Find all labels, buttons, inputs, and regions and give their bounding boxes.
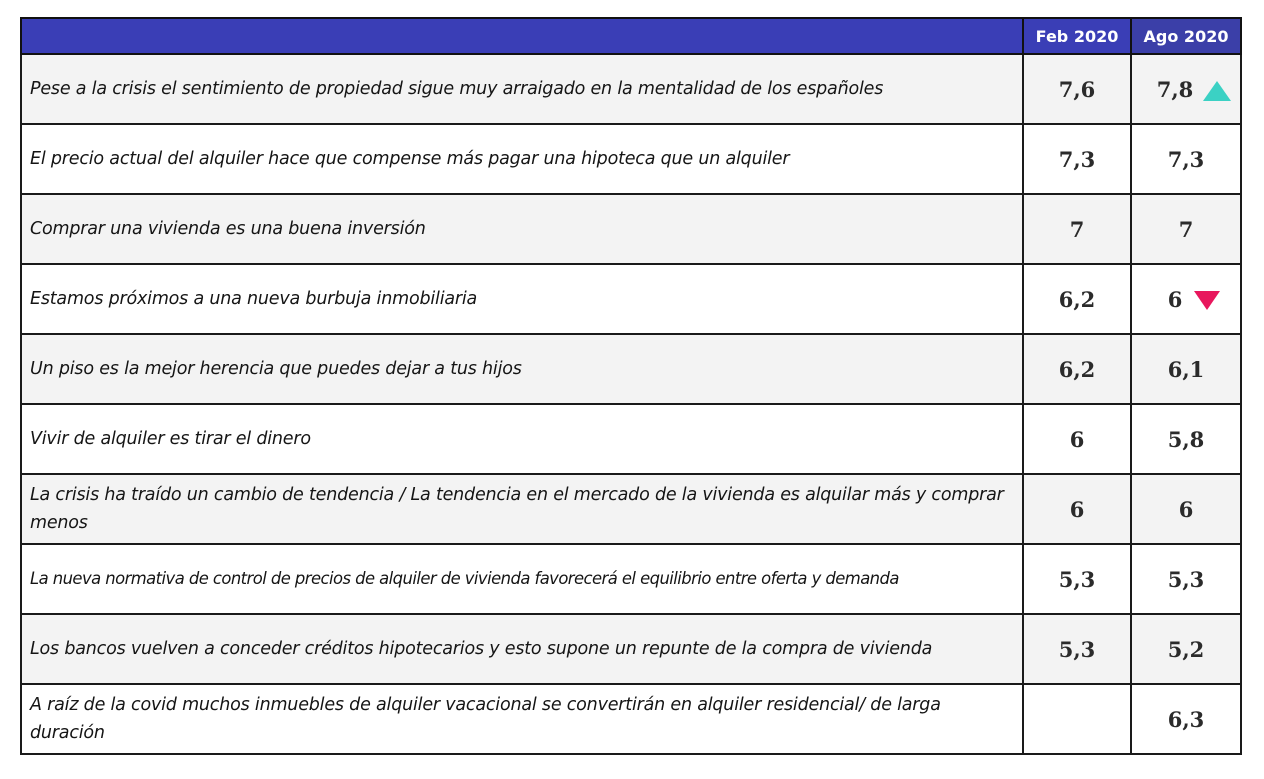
table-row	[21, 54, 1241, 124]
ago-2020-value-wrap	[1168, 567, 1205, 592]
ago-2020-value	[1131, 194, 1241, 264]
feb-2020-value-text: 6	[1069, 496, 1085, 522]
ago-2020-value-wrap	[1168, 637, 1205, 662]
feb-2020-value	[1023, 614, 1131, 684]
statement-cell: La crisis ha traído un cambio de tendencia / La tendencia en el mercado de la vivienda es alquilar más y comprar menos	[21, 474, 1023, 544]
ago-2020-value-text: 5,2	[1167, 636, 1205, 662]
ago-2020-value-wrap	[1157, 77, 1194, 102]
table-row	[21, 474, 1241, 544]
table-row	[21, 684, 1241, 754]
statement-cell: A raíz de la covid muchos inmuebles de alquiler vacacional se convertirán en alquiler residencial/ de larga duración	[21, 684, 1023, 754]
feb-2020-value	[1023, 474, 1131, 544]
ago-2020-value-wrap	[1168, 707, 1205, 732]
statement-cell: Los bancos vuelven a conceder créditos hipotecarios y esto supone un repunte de la compra de vivienda	[21, 614, 1023, 684]
ago-2020-value	[1131, 334, 1241, 404]
feb-2020-value	[1023, 264, 1131, 334]
table-row	[21, 124, 1241, 194]
ago-2020-value	[1131, 474, 1241, 544]
opinion-table	[20, 17, 1242, 755]
feb-2020-value-text: 7,3	[1058, 146, 1096, 172]
feb-2020-value	[1023, 54, 1131, 124]
feb-2020-value	[1023, 544, 1131, 614]
feb-2020-value-text: 6	[1069, 426, 1085, 452]
ago-2020-value-wrap	[1179, 217, 1194, 242]
trend-up-icon	[1203, 81, 1231, 101]
ago-2020-value	[1131, 264, 1241, 334]
statement-cell: El precio actual del alquiler hace que compense más pagar una hipoteca que un alquiler	[21, 124, 1023, 194]
statement-cell: Comprar una vivienda es una buena inversión	[21, 194, 1023, 264]
feb-2020-value-text: 6,2	[1058, 356, 1096, 382]
trend-down-icon	[1194, 291, 1220, 310]
feb-2020-value	[1023, 124, 1131, 194]
header-row	[21, 18, 1241, 54]
ago-2020-value-text: 6	[1178, 496, 1194, 522]
ago-2020-value-text: 6	[1167, 286, 1183, 312]
table-row	[21, 404, 1241, 474]
table-row	[21, 614, 1241, 684]
ago-2020-value-wrap	[1168, 147, 1205, 172]
ago-2020-value	[1131, 124, 1241, 194]
header-statement	[21, 18, 1023, 54]
feb-2020-value	[1023, 194, 1131, 264]
header-feb-2020: Feb 2020	[1023, 18, 1131, 54]
ago-2020-value-text: 7,3	[1167, 146, 1205, 172]
ago-2020-value	[1131, 614, 1241, 684]
feb-2020-value	[1023, 404, 1131, 474]
statement-cell: La nueva normativa de control de precios de alquiler de vivienda favorecerá el equilibrio entre oferta y demanda	[21, 544, 1023, 614]
ago-2020-value-wrap	[1168, 427, 1205, 452]
feb-2020-value-text: 7,6	[1058, 76, 1096, 102]
statement-cell: Estamos próximos a una nueva burbuja inmobiliaria	[21, 264, 1023, 334]
table-row	[21, 544, 1241, 614]
feb-2020-value-text: 6,2	[1058, 286, 1096, 312]
ago-2020-value-text: 7,8	[1156, 76, 1194, 102]
ago-2020-value-wrap	[1168, 357, 1205, 382]
statement-cell: Pese a la crisis el sentimiento de propiedad sigue muy arraigado en la mentalidad de los españoles	[21, 54, 1023, 124]
header-ago-2020: Ago 2020	[1131, 18, 1241, 54]
table-row	[21, 194, 1241, 264]
feb-2020-value	[1023, 334, 1131, 404]
ago-2020-value-text: 5,3	[1167, 566, 1205, 592]
ago-2020-value-text: 6,1	[1167, 356, 1205, 382]
table-row	[21, 334, 1241, 404]
ago-2020-value-text: 7	[1178, 216, 1194, 242]
ago-2020-value-wrap	[1168, 287, 1183, 312]
ago-2020-value-wrap	[1179, 497, 1194, 522]
ago-2020-value	[1131, 54, 1241, 124]
feb-2020-value	[1023, 684, 1131, 754]
ago-2020-value-text: 6,3	[1167, 706, 1205, 732]
feb-2020-value-text: 5,3	[1058, 636, 1096, 662]
table-row	[21, 264, 1241, 334]
feb-2020-value-text: 5,3	[1058, 566, 1096, 592]
statement-cell: Vivir de alquiler es tirar el dinero	[21, 404, 1023, 474]
statement-cell: Un piso es la mejor herencia que puedes dejar a tus hijos	[21, 334, 1023, 404]
ago-2020-value	[1131, 544, 1241, 614]
ago-2020-value	[1131, 404, 1241, 474]
feb-2020-value-text: 7	[1069, 216, 1085, 242]
ago-2020-value	[1131, 684, 1241, 754]
table-body	[21, 54, 1241, 754]
ago-2020-value-text: 5,8	[1167, 426, 1205, 452]
